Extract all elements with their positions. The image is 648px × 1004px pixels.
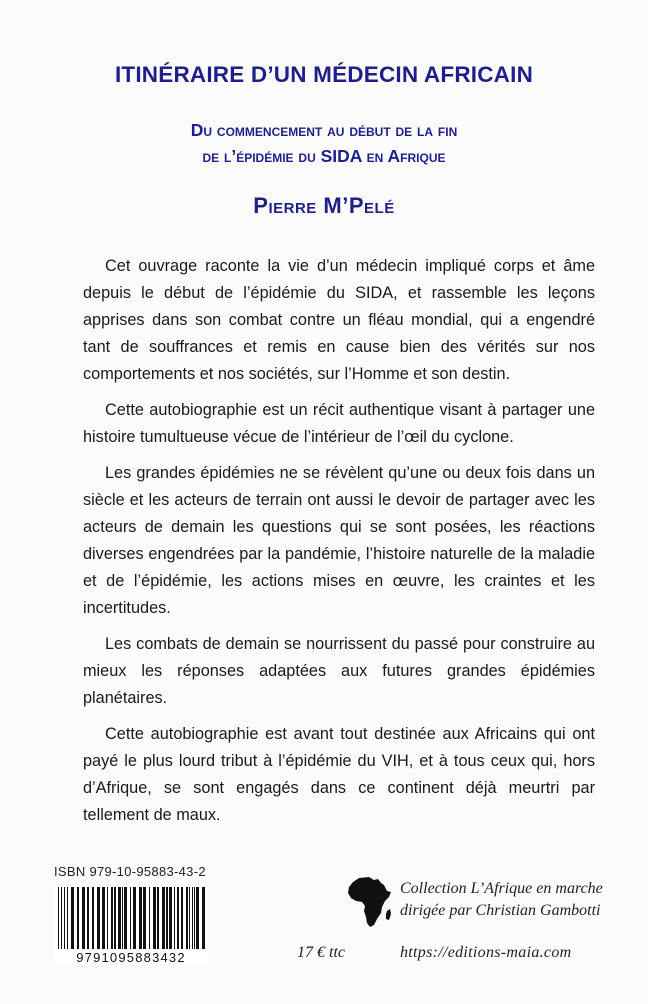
collection-line: Collection L’Afrique en marche (400, 880, 603, 897)
collection-director-line: dirigée par Christian Gambotti (400, 902, 601, 919)
blurb-paragraph: Cette autobiographie est avant tout destinée aux Africains qui ont payé le plus lourd tribut à l’épidémie du VIH, et à tous ceux qui, hors d’Afrique, se sont engagés dans ce continent déjà meurtri par tellement de maux. (83, 725, 595, 824)
blurb-paragraph: Les combats de demain se nourrissent du passé pour construire au mieux les réponses adaptées aux futures grandes épidémies planétaires. (83, 635, 595, 707)
blurb-paragraph: Les grandes épidémies ne se révèlent qu’une ou deux fois dans un siècle et les acteurs de terrain ont aussi le devoir de partager avec les acteurs de demain les questions qui se sont posées, les réactions diverses engendrées par la pandémie, l’histoire naturelle de la maladie et de l’épidémie, les actions mises en œuvre, les craintes et les incertitudes. (83, 464, 595, 617)
back-cover-blurb (83, 253, 595, 838)
subtitle-line-2: de l’épidémie du SIDA en Afrique (202, 146, 446, 166)
price-label: 17 € ttc (297, 944, 345, 961)
barcode-icon (54, 885, 208, 965)
blurb-paragraph: Cette autobiographie est un récit authentique visant à partager une histoire tumultueuse vécue de l’intérieur de l’œil du cyclone. (83, 401, 595, 446)
barcode-digits: 9791095883432 (76, 950, 186, 965)
publisher-website: https://editions-maia.com (400, 944, 572, 961)
blurb-paragraph: Cet ouvrage raconte la vie d’un médecin impliqué corps et âme depuis le début de l’épidémie du SIDA, et rassemble les leçons apprises dans son combat contre un fléau mondial, qui a engendré tant de souffrances et remis en cause bien des vérités sur nos comportements et nos sociétés, sur l’Homme et son destin. (83, 257, 595, 383)
isbn-label: ISBN 979-10-95883-43-2 (54, 864, 206, 879)
collection-info (400, 878, 603, 922)
subtitle-line-1: Du commencement au début de la fin (190, 120, 458, 140)
book-title: ITINÉRAIRE D’UN MÉDECIN AFRICAIN (114, 62, 534, 87)
author-name: Pierre M’Pelé (253, 193, 395, 218)
africa-map-icon (345, 876, 393, 928)
